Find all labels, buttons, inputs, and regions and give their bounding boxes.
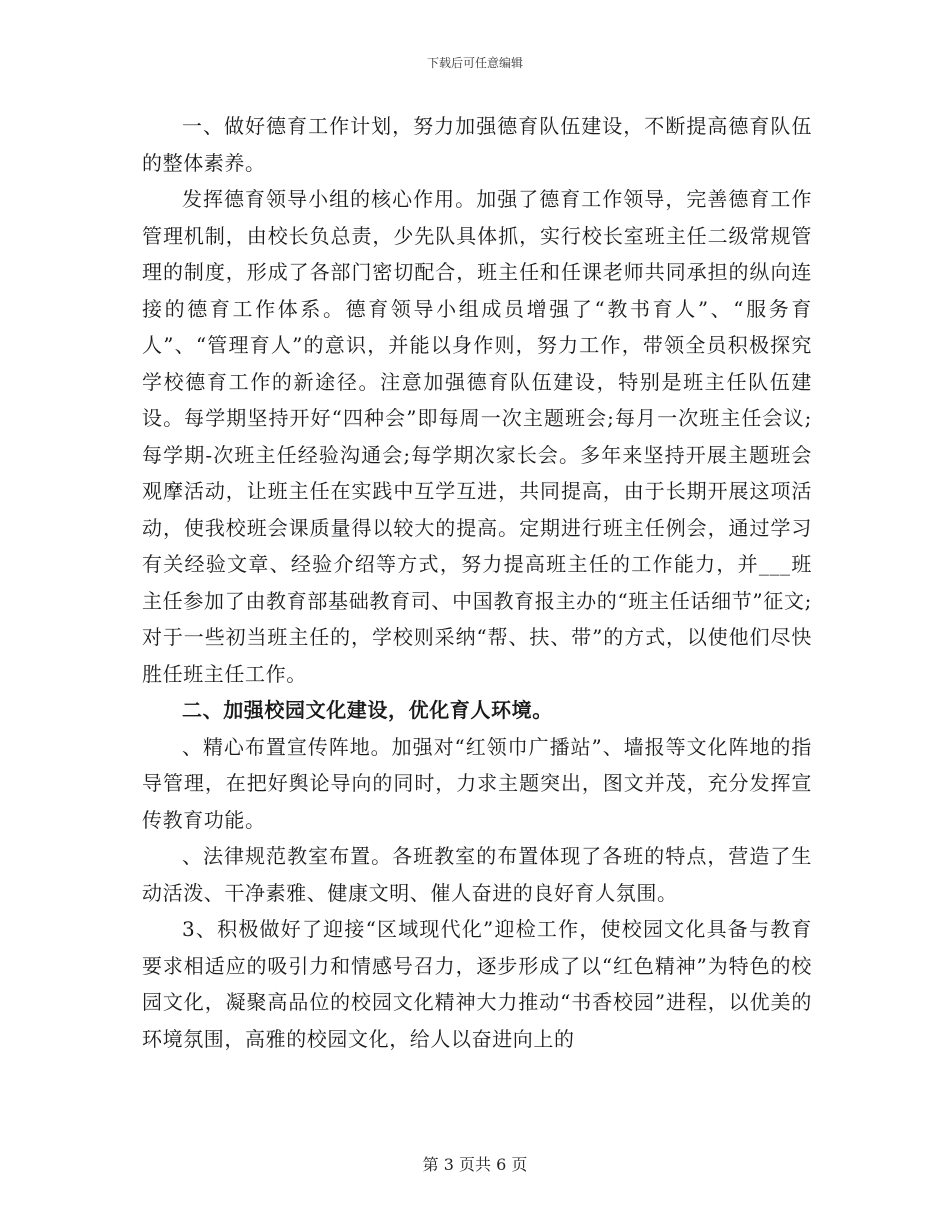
page-footer: 第 3 页共 6 页 <box>422 1155 528 1174</box>
document-body <box>142 108 812 1057</box>
page-header: 下载后可任意编辑 <box>426 56 523 70</box>
paragraph-2: 发挥德育领导小组的核心作用。加强了德育工作领导，完善德育工作管理机制，由校长负总责，少先队具体抓，实行校长室班主任二级常规管理的制度，形成了各部门密切配合，班主任和任课老师共同承担的纵向连接的德育工作体系。德育领导小组成员增强了“教书育人”、“服务育人”、“管理育人”的意识，并能以身作则，努力工作，带领全员积极探究学校德育工作的新途径。注意加强德育队伍建设，特别是班主任队伍建设。每学期坚持开好“四种会”即每周一次主题班会;每月一次班主任会议;每学期-次班主任经验沟通会;每学期次家长会。多年来坚持开展主题班会观摩活动，让班主任在实践中互学互进，共同提高，由于长期开展这项活动，使我校班会课质量得以较大的提高。定期进行班主任例会，通过学习有关经验文章、经验介绍等方式，努力提高班主任的工作能力，并___班主任参加了由教育部基础教育司、中国教育报主办的“班主任话细节”征文;对于一些初当班主任的，学校则采纳“帮、扶、带”的方式，以使他们尽快胜任班主任工作。 <box>142 187 812 686</box>
paragraph-4: 、法律规范教室布置。各班教室的布置体现了各班的特点，营造了生动活泼、干净素雅、健康文明、催人奋进的良好育人氛围。 <box>142 844 812 905</box>
paragraph-1: 一、做好德育工作计划，努力加强德育队伍建设，不断提高德育队伍的整体素养。 <box>142 114 812 175</box>
paragraph-5: 3、积极做好了迎接“区域现代化”迎检工作，使校园文化具备与教育要求相适应的吸引力和情感号召力，逐步形成了以“红色精神”为特色的校园文化，凝聚高品位的校园文化精神大力推动“书香校园”进程，以优美的环境氛围，高雅的校园文化，给人以奋进向上的 <box>142 917 812 1051</box>
section-heading-2: 二、加强校园文化建设，优化育人环境。 <box>182 698 553 722</box>
paragraph-3: 、精心布置宣传阵地。加强对“红领巾广播站”、墙报等文化阵地的指导管理，在把好舆论导向的同时，力求主题突出，图文并茂，充分发挥宣传教育功能。 <box>142 734 812 832</box>
